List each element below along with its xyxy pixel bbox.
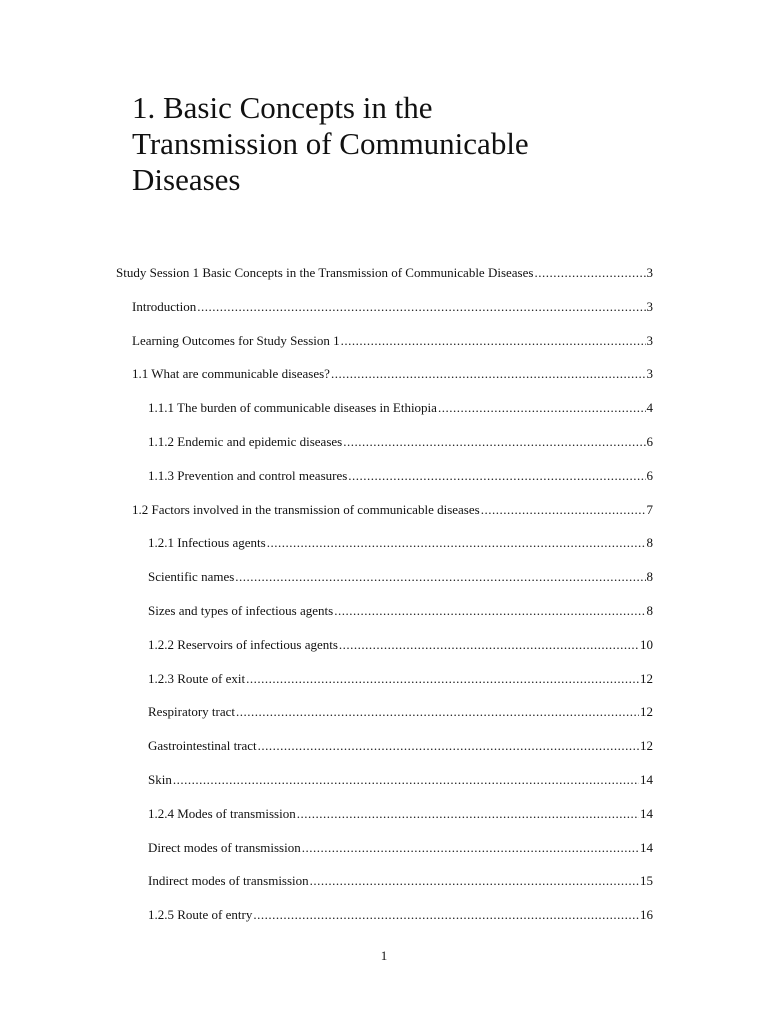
toc-entry-text: 1.2.5 Route of entry	[148, 907, 253, 922]
toc-entry-page: 8	[646, 569, 653, 584]
toc-entry-page: 16	[640, 907, 653, 922]
toc-entry-page: 10	[640, 637, 653, 652]
toc-dot-leader	[481, 502, 646, 518]
toc-dot-leader	[297, 806, 639, 822]
toc-entry-text: Scientific names	[148, 569, 235, 584]
toc-entry[interactable]	[116, 265, 653, 281]
toc-entry[interactable]	[148, 671, 653, 687]
toc-entry[interactable]	[148, 468, 653, 484]
toc-dot-leader	[339, 637, 639, 653]
toc-entry[interactable]	[148, 400, 653, 416]
toc-dot-leader	[267, 535, 646, 551]
toc-entry-text: Gastrointestinal tract	[148, 738, 257, 753]
toc-dot-leader	[310, 873, 639, 889]
toc-dot-leader	[331, 366, 646, 382]
toc-dot-leader	[348, 468, 645, 484]
toc-entry-page: 8	[646, 603, 653, 618]
toc-entry-page: 15	[640, 873, 653, 888]
toc-entry-text: Learning Outcomes for Study Session 1	[132, 333, 340, 348]
toc-entry[interactable]	[148, 873, 653, 889]
toc-entry[interactable]	[132, 333, 653, 349]
title-line: Diseases	[132, 162, 241, 197]
toc-dot-leader	[197, 299, 645, 315]
toc-entry[interactable]	[148, 806, 653, 822]
toc-entry[interactable]	[148, 704, 653, 720]
toc-entry-page: 4	[646, 400, 653, 415]
toc-entry-page: 6	[646, 434, 653, 449]
toc-entry-text: Study Session 1 Basic Concepts in the Transmission of Communicable Diseases	[116, 265, 534, 280]
toc-entry-text: 1.2.1 Infectious agents	[148, 535, 266, 550]
toc-entry[interactable]	[148, 840, 653, 856]
document-title	[132, 90, 652, 198]
toc-entry-page: 3	[646, 265, 653, 280]
toc-entry[interactable]	[132, 366, 653, 382]
toc-dot-leader	[334, 603, 645, 619]
toc-dot-leader	[246, 671, 639, 687]
toc-entry-page: 6	[646, 468, 653, 483]
toc-entry[interactable]	[132, 299, 653, 315]
toc-entry-text: 1.1.3 Prevention and control measures	[148, 468, 348, 483]
toc-entry[interactable]	[148, 772, 653, 788]
toc-entry-text: 1.1.1 The burden of communicable diseases in Ethiopia	[148, 400, 437, 415]
toc-dot-leader	[253, 907, 639, 923]
toc-entry-text: Skin	[148, 772, 172, 787]
title-line: Transmission of Communicable	[132, 126, 529, 161]
toc-entry-page: 12	[640, 704, 653, 719]
toc-entry-page: 14	[640, 840, 653, 855]
toc-dot-leader	[236, 704, 639, 720]
toc-entry-text: 1.2.4 Modes of transmission	[148, 806, 296, 821]
toc-entry-text: Sizes and types of infectious agents	[148, 603, 334, 618]
toc-entry-page: 14	[640, 806, 653, 821]
toc-entry[interactable]	[148, 738, 653, 754]
page-number: 1	[380, 948, 388, 963]
toc-entry-page: 3	[646, 299, 653, 314]
toc-entry-text: 1.1.2 Endemic and epidemic diseases	[148, 434, 343, 449]
toc-entry[interactable]	[148, 637, 653, 653]
toc-entry-text: 1.2.3 Route of exit	[148, 671, 246, 686]
toc-entry-text: Indirect modes of transmission	[148, 873, 309, 888]
toc-entry-text: Respiratory tract	[148, 704, 235, 719]
toc-entry-text: 1.2 Factors involved in the transmission of communicable diseases	[132, 502, 480, 517]
toc-entry-text: 1.2.2 Reservoirs of infectious agents	[148, 637, 338, 652]
toc-dot-leader	[302, 840, 639, 856]
toc-entry-page: 12	[640, 738, 653, 753]
toc-dot-leader	[341, 333, 646, 349]
toc-entry[interactable]	[132, 502, 653, 518]
toc-entry-page: 7	[646, 502, 653, 517]
toc-entry-page: 12	[640, 671, 653, 686]
toc-entry-page: 3	[646, 366, 653, 381]
toc-entry-page: 14	[640, 772, 653, 787]
toc-entry-text: Introduction	[132, 299, 197, 314]
toc-entry-text: 1.1 What are communicable diseases?	[132, 366, 330, 381]
toc-dot-leader	[173, 772, 639, 788]
toc-dot-leader	[258, 738, 639, 754]
toc-entry[interactable]	[148, 434, 653, 450]
toc-entry[interactable]	[148, 603, 653, 619]
toc-entry[interactable]	[148, 535, 653, 551]
toc-entry[interactable]	[148, 569, 653, 585]
toc-entry-page: 8	[646, 535, 653, 550]
toc-dot-leader	[235, 569, 645, 585]
toc-dot-leader	[534, 265, 645, 281]
toc-entry-page: 3	[646, 333, 653, 348]
toc-entry-text: Direct modes of transmission	[148, 840, 301, 855]
toc-dot-leader	[438, 400, 646, 416]
toc-dot-leader	[343, 434, 645, 450]
toc-entry[interactable]	[148, 907, 653, 923]
title-line: 1. Basic Concepts in the	[132, 90, 433, 125]
